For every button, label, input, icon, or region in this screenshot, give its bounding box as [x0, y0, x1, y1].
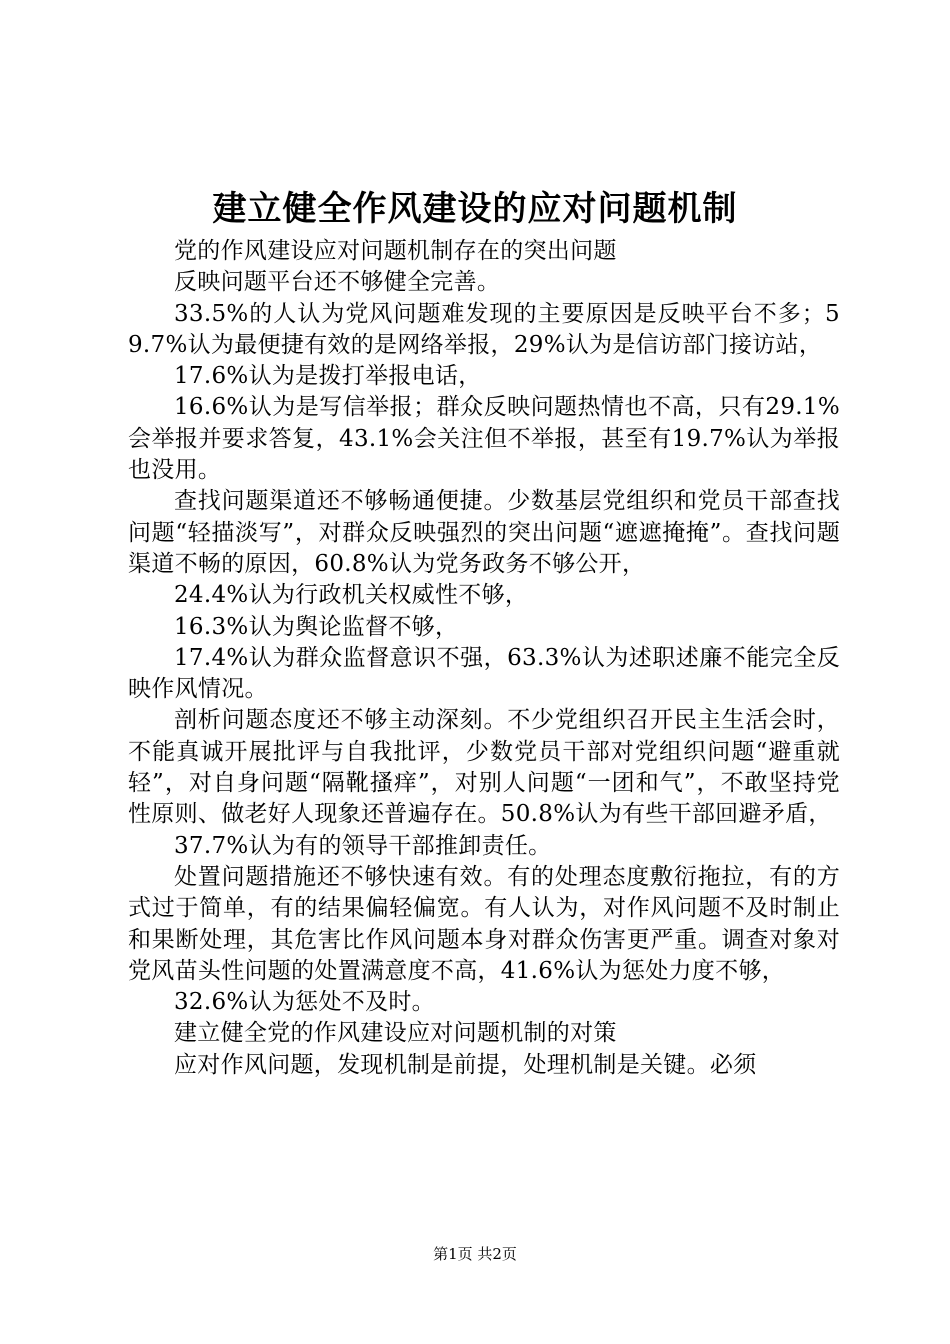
document-title: 建立健全作风建设的应对问题机制: [212, 189, 738, 229]
paragraph: 17.4%认为群众监督意识不强，63.3%认为述职述廉不能完全反映作风情况。: [128, 644, 840, 703]
paragraph: 37.7%认为有的领导干部推卸责任。: [174, 832, 552, 859]
paragraph: 24.4%认为行政机关权威性不够，: [174, 582, 529, 609]
paragraph: 33.5%的人认为党风问题难发现的主要原因是反映平台不多；59.7%认为最便捷有效的是网络举报，29%认为是信访部门接访站，: [128, 300, 840, 358]
page-number: 第1页 共2页: [433, 1245, 517, 1263]
paragraph: 剖析问题态度还不够主动深刻。不少党组织召开民主生活会时，不能真诚开展批评与自我批评，少数党员干部对党组织问题“避重就轻”，对自身问题“隔靴搔痒”，对别人问题“一团和气”，不敢坚持党性原则、做老好人现象还普遍存在。50.8%认为有些干部回避矛盾，: [128, 707, 840, 828]
paragraph: 16.6%认为是写信举报；群众反映问题热情也不高，只有29.1%会举报并要求答复，43.1%会关注但不举报，甚至有19.7%认为举报也没用。: [128, 394, 840, 484]
paragraph: 应对作风问题，发现机制是前提，处理机制是关键。必须: [174, 1051, 757, 1078]
paragraph: 16.3%认为舆论监督不够，: [174, 613, 459, 640]
document-body: [128, 236, 840, 1081]
paragraph: 党的作风建设应对问题机制存在的突出问题: [174, 238, 617, 264]
paragraph: 32.6%认为惩处不及时。: [174, 989, 435, 1016]
paragraph: 反映问题平台还不够健全完善。: [174, 269, 501, 296]
paragraph: 查找问题渠道还不够畅通便捷。少数基层党组织和党员干部查找问题“轻描淡写”，对群众反映强烈的突出问题“遮遮掩掩”。查找问题渠道不畅的原因，60.8%认为党务政务不够公开，: [128, 488, 840, 577]
paragraph: 处置问题措施还不够快速有效。有的处理态度敷衍拖拉，有的方式过于简单，有的结果偏轻偏宽。有人认为，对作风问题不及时制止和果断处理，其危害比作风问题本身对群众伤害更严重。调查对象对党风苗头性问题的处置满意度不高，41.6%认为惩处力度不够，: [128, 863, 840, 984]
paragraph: 17.6%认为是拨打举报电话，: [174, 363, 482, 390]
paragraph: 建立健全党的作风建设应对问题机制的对策: [174, 1020, 617, 1047]
